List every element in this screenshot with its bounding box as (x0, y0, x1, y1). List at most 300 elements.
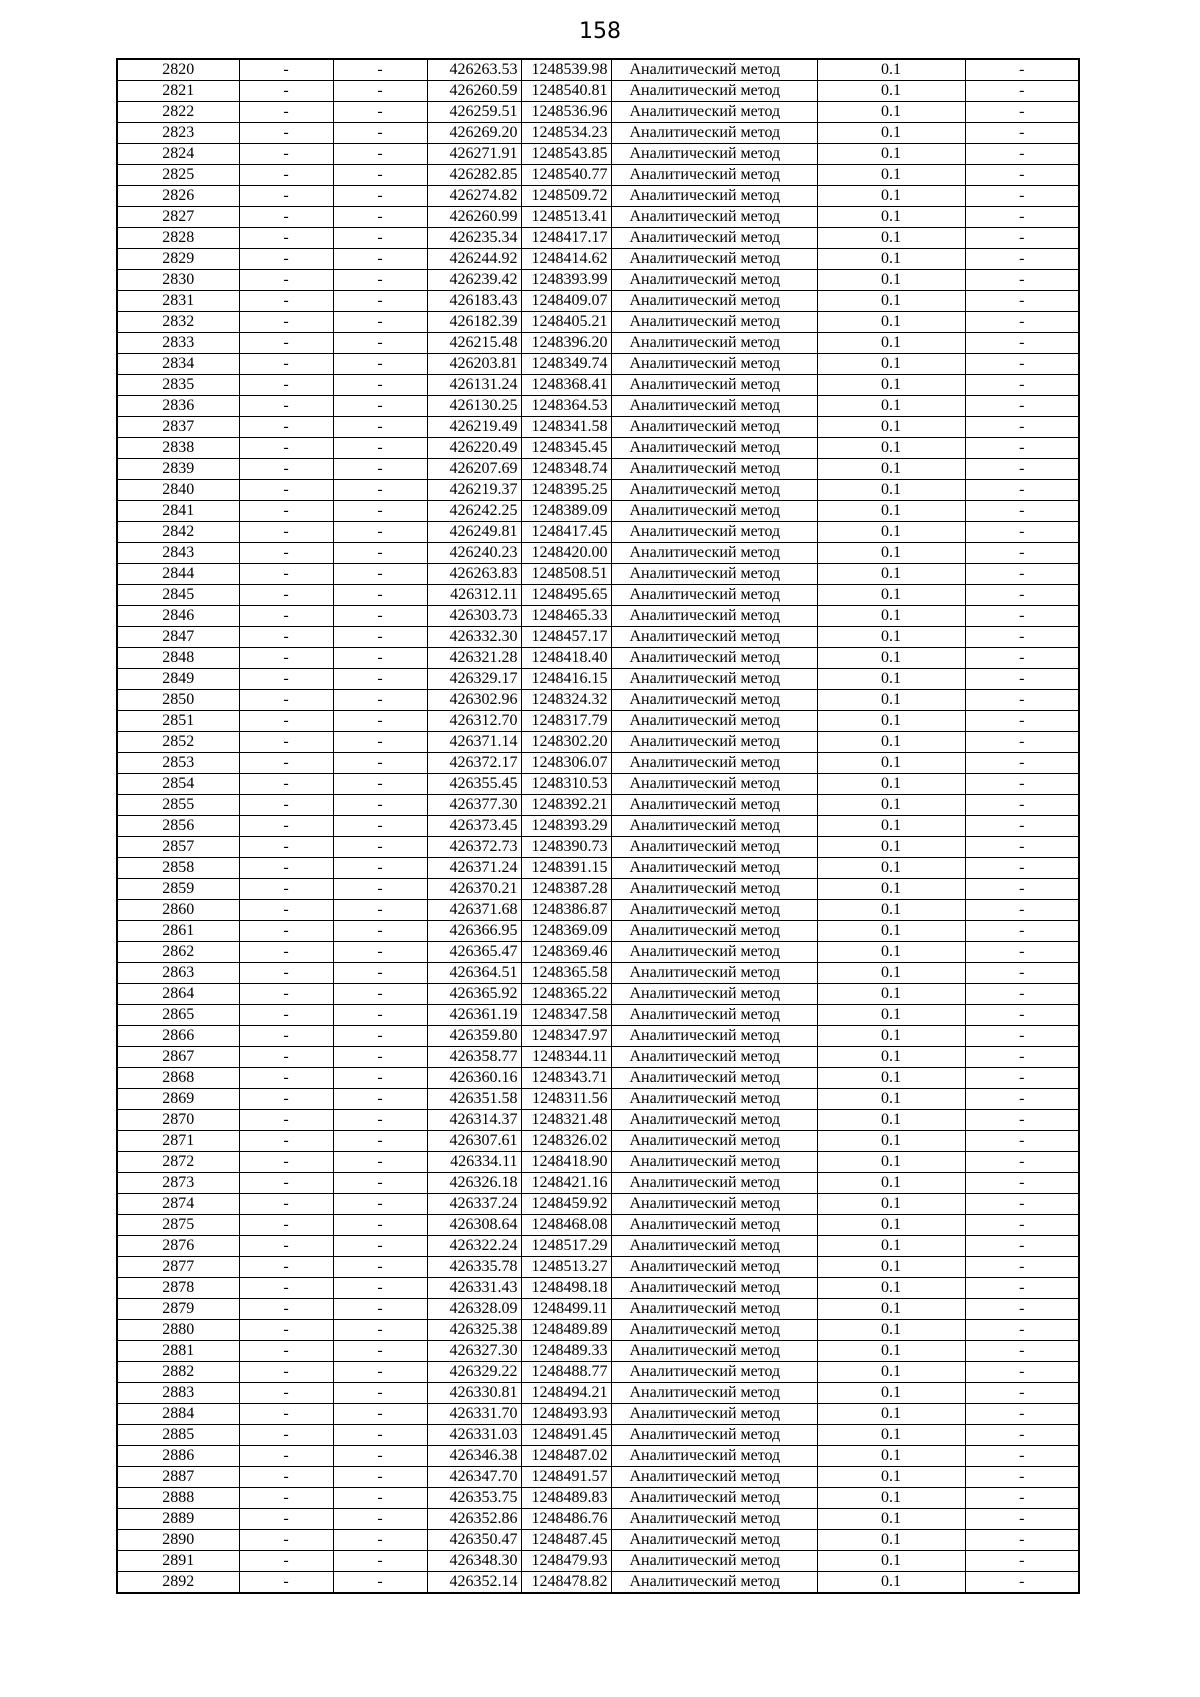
cell-coordinate-x: 426352.86 (427, 1509, 521, 1530)
cell-coordinate-x: 426329.22 (427, 1362, 521, 1383)
cell-accuracy: 0.1 (817, 606, 965, 627)
cell-coordinate-x: 426130.25 (427, 396, 521, 417)
cell-column-dash-1: - (239, 165, 333, 186)
table-row (117, 375, 1079, 396)
cell-column-dash-2: - (333, 459, 427, 480)
table-row (117, 1194, 1079, 1215)
cell-point-number: 2850 (117, 690, 239, 711)
cell-accuracy: 0.1 (817, 837, 965, 858)
cell-column-dash-2: - (333, 417, 427, 438)
cell-column-dash-1: - (239, 186, 333, 207)
cell-column-dash-1: - (239, 564, 333, 585)
cell-method: Аналитический метод (611, 1404, 817, 1425)
cell-coordinate-y: 1248513.41 (521, 207, 611, 228)
table-row (117, 711, 1079, 732)
table-row (117, 627, 1079, 648)
cell-coordinate-y: 1248393.29 (521, 816, 611, 837)
cell-coordinate-y: 1248517.29 (521, 1236, 611, 1257)
cell-method: Аналитический метод (611, 1467, 817, 1488)
cell-accuracy: 0.1 (817, 1152, 965, 1173)
cell-coordinate-y: 1248499.11 (521, 1299, 611, 1320)
cell-coordinate-y: 1248368.41 (521, 375, 611, 396)
cell-coordinate-x: 426358.77 (427, 1047, 521, 1068)
cell-column-dash-1: - (239, 375, 333, 396)
cell-point-number: 2872 (117, 1152, 239, 1173)
cell-column-dash-2: - (333, 1236, 427, 1257)
cell-accuracy: 0.1 (817, 459, 965, 480)
table-row (117, 102, 1079, 123)
cell-column-dash-1: - (239, 1278, 333, 1299)
cell-coordinate-x: 426219.49 (427, 417, 521, 438)
cell-accuracy: 0.1 (817, 81, 965, 102)
cell-point-number: 2845 (117, 585, 239, 606)
cell-point-number: 2863 (117, 963, 239, 984)
cell-column-dash-2: - (333, 1110, 427, 1131)
cell-column-dash-1: - (239, 1131, 333, 1152)
cell-coordinate-x: 426347.70 (427, 1467, 521, 1488)
cell-method: Аналитический метод (611, 1446, 817, 1467)
cell-column-dash-1: - (239, 921, 333, 942)
table-row (117, 942, 1079, 963)
cell-column-dash-2: - (333, 1551, 427, 1572)
cell-column-dash-3: - (965, 1425, 1079, 1446)
cell-column-dash-1: - (239, 501, 333, 522)
cell-column-dash-2: - (333, 753, 427, 774)
cell-method: Аналитический метод (611, 1152, 817, 1173)
cell-column-dash-1: - (239, 984, 333, 1005)
cell-column-dash-1: - (239, 1530, 333, 1551)
cell-method: Аналитический метод (611, 375, 817, 396)
cell-column-dash-1: - (239, 711, 333, 732)
cell-method: Аналитический метод (611, 1068, 817, 1089)
cell-coordinate-y: 1248468.08 (521, 1215, 611, 1236)
cell-method: Аналитический метод (611, 1089, 817, 1110)
cell-coordinate-y: 1248306.07 (521, 753, 611, 774)
cell-column-dash-1: - (239, 669, 333, 690)
cell-column-dash-2: - (333, 795, 427, 816)
table-row (117, 312, 1079, 333)
cell-coordinate-x: 426307.61 (427, 1131, 521, 1152)
cell-method: Аналитический метод (611, 1551, 817, 1572)
cell-point-number: 2879 (117, 1299, 239, 1320)
cell-coordinate-y: 1248405.21 (521, 312, 611, 333)
cell-coordinate-y: 1248491.45 (521, 1425, 611, 1446)
cell-column-dash-3: - (965, 543, 1079, 564)
cell-coordinate-x: 426351.58 (427, 1089, 521, 1110)
cell-column-dash-1: - (239, 396, 333, 417)
cell-column-dash-3: - (965, 585, 1079, 606)
cell-column-dash-2: - (333, 984, 427, 1005)
cell-point-number: 2865 (117, 1005, 239, 1026)
cell-column-dash-2: - (333, 144, 427, 165)
cell-method: Аналитический метод (611, 123, 817, 144)
cell-method: Аналитический метод (611, 1383, 817, 1404)
cell-column-dash-2: - (333, 1152, 427, 1173)
cell-column-dash-3: - (965, 1530, 1079, 1551)
cell-accuracy: 0.1 (817, 1215, 965, 1236)
cell-point-number: 2891 (117, 1551, 239, 1572)
cell-accuracy: 0.1 (817, 59, 965, 81)
cell-coordinate-x: 426263.53 (427, 59, 521, 81)
cell-column-dash-3: - (965, 1173, 1079, 1194)
cell-column-dash-2: - (333, 1404, 427, 1425)
cell-column-dash-2: - (333, 690, 427, 711)
cell-coordinate-x: 426303.73 (427, 606, 521, 627)
cell-column-dash-1: - (239, 543, 333, 564)
cell-coordinate-x: 426361.19 (427, 1005, 521, 1026)
cell-column-dash-2: - (333, 1026, 427, 1047)
cell-coordinate-x: 426326.18 (427, 1173, 521, 1194)
cell-coordinate-x: 426365.92 (427, 984, 521, 1005)
cell-accuracy: 0.1 (817, 564, 965, 585)
cell-coordinate-y: 1248390.73 (521, 837, 611, 858)
cell-column-dash-1: - (239, 1383, 333, 1404)
cell-accuracy: 0.1 (817, 522, 965, 543)
cell-coordinate-x: 426271.91 (427, 144, 521, 165)
cell-accuracy: 0.1 (817, 1089, 965, 1110)
cell-coordinate-y: 1248386.87 (521, 900, 611, 921)
cell-column-dash-1: - (239, 1467, 333, 1488)
cell-coordinate-y: 1248341.58 (521, 417, 611, 438)
table-row (117, 459, 1079, 480)
cell-column-dash-3: - (965, 1320, 1079, 1341)
cell-point-number: 2839 (117, 459, 239, 480)
cell-column-dash-3: - (965, 354, 1079, 375)
cell-point-number: 2849 (117, 669, 239, 690)
table-row (117, 1110, 1079, 1131)
cell-method: Аналитический метод (611, 585, 817, 606)
cell-coordinate-x: 426350.47 (427, 1530, 521, 1551)
table-row (117, 1320, 1079, 1341)
cell-coordinate-x: 426331.43 (427, 1278, 521, 1299)
cell-method: Аналитический метод (611, 816, 817, 837)
cell-column-dash-3: - (965, 984, 1079, 1005)
cell-column-dash-2: - (333, 669, 427, 690)
cell-column-dash-3: - (965, 333, 1079, 354)
cell-column-dash-3: - (965, 186, 1079, 207)
cell-column-dash-2: - (333, 816, 427, 837)
cell-column-dash-2: - (333, 627, 427, 648)
table-row (117, 1530, 1079, 1551)
cell-coordinate-y: 1248495.65 (521, 585, 611, 606)
cell-point-number: 2854 (117, 774, 239, 795)
cell-accuracy: 0.1 (817, 1530, 965, 1551)
cell-coordinate-x: 426260.99 (427, 207, 521, 228)
cell-accuracy: 0.1 (817, 690, 965, 711)
cell-coordinate-x: 426331.70 (427, 1404, 521, 1425)
cell-column-dash-2: - (333, 59, 427, 81)
cell-column-dash-3: - (965, 1488, 1079, 1509)
cell-coordinate-y: 1248508.51 (521, 564, 611, 585)
cell-column-dash-1: - (239, 81, 333, 102)
cell-coordinate-x: 426327.30 (427, 1341, 521, 1362)
cell-coordinate-y: 1248418.90 (521, 1152, 611, 1173)
cell-column-dash-2: - (333, 249, 427, 270)
cell-point-number: 2821 (117, 81, 239, 102)
cell-column-dash-1: - (239, 144, 333, 165)
cell-point-number: 2841 (117, 501, 239, 522)
cell-column-dash-2: - (333, 102, 427, 123)
cell-point-number: 2840 (117, 480, 239, 501)
cell-method: Аналитический метод (611, 186, 817, 207)
cell-point-number: 2866 (117, 1026, 239, 1047)
cell-accuracy: 0.1 (817, 417, 965, 438)
cell-point-number: 2889 (117, 1509, 239, 1530)
cell-coordinate-y: 1248365.22 (521, 984, 611, 1005)
table-row (117, 774, 1079, 795)
cell-accuracy: 0.1 (817, 396, 965, 417)
table-row (117, 837, 1079, 858)
cell-method: Аналитический метод (611, 648, 817, 669)
coordinates-table (116, 58, 1080, 1594)
cell-point-number: 2868 (117, 1068, 239, 1089)
cell-accuracy: 0.1 (817, 480, 965, 501)
cell-column-dash-2: - (333, 1089, 427, 1110)
table-row (117, 816, 1079, 837)
cell-column-dash-1: - (239, 690, 333, 711)
cell-coordinate-y: 1248488.77 (521, 1362, 611, 1383)
cell-method: Аналитический метод (611, 1530, 817, 1551)
cell-accuracy: 0.1 (817, 900, 965, 921)
cell-coordinate-x: 426312.70 (427, 711, 521, 732)
cell-column-dash-2: - (333, 1530, 427, 1551)
cell-column-dash-2: - (333, 1257, 427, 1278)
cell-point-number: 2831 (117, 291, 239, 312)
cell-method: Аналитический метод (611, 501, 817, 522)
cell-point-number: 2867 (117, 1047, 239, 1068)
cell-coordinate-x: 426332.30 (427, 627, 521, 648)
cell-coordinate-y: 1248317.79 (521, 711, 611, 732)
cell-column-dash-1: - (239, 1152, 333, 1173)
cell-accuracy: 0.1 (817, 585, 965, 606)
table-row (117, 858, 1079, 879)
cell-coordinate-y: 1248345.45 (521, 438, 611, 459)
cell-column-dash-3: - (965, 165, 1079, 186)
cell-point-number: 2832 (117, 312, 239, 333)
cell-method: Аналитический метод (611, 207, 817, 228)
cell-column-dash-2: - (333, 837, 427, 858)
table-row (117, 732, 1079, 753)
cell-coordinate-x: 426353.75 (427, 1488, 521, 1509)
cell-coordinate-y: 1248418.40 (521, 648, 611, 669)
cell-column-dash-3: - (965, 1047, 1079, 1068)
cell-column-dash-1: - (239, 522, 333, 543)
cell-point-number: 2847 (117, 627, 239, 648)
cell-column-dash-1: - (239, 1215, 333, 1236)
cell-coordinate-y: 1248417.17 (521, 228, 611, 249)
cell-coordinate-y: 1248487.02 (521, 1446, 611, 1467)
cell-coordinate-x: 426371.14 (427, 732, 521, 753)
cell-point-number: 2892 (117, 1572, 239, 1594)
cell-method: Аналитический метод (611, 942, 817, 963)
cell-coordinate-y: 1248493.93 (521, 1404, 611, 1425)
cell-column-dash-3: - (965, 1110, 1079, 1131)
cell-column-dash-3: - (965, 1404, 1079, 1425)
cell-column-dash-1: - (239, 1257, 333, 1278)
cell-method: Аналитический метод (611, 774, 817, 795)
cell-point-number: 2848 (117, 648, 239, 669)
cell-column-dash-1: - (239, 1341, 333, 1362)
cell-column-dash-3: - (965, 837, 1079, 858)
cell-column-dash-3: - (965, 1278, 1079, 1299)
cell-point-number: 2853 (117, 753, 239, 774)
cell-coordinate-y: 1248489.89 (521, 1320, 611, 1341)
cell-method: Аналитический метод (611, 543, 817, 564)
cell-method: Аналитический метод (611, 1215, 817, 1236)
cell-column-dash-3: - (965, 102, 1079, 123)
cell-column-dash-1: - (239, 459, 333, 480)
cell-coordinate-x: 426282.85 (427, 165, 521, 186)
cell-coordinate-x: 426365.47 (427, 942, 521, 963)
cell-column-dash-3: - (965, 753, 1079, 774)
cell-column-dash-1: - (239, 816, 333, 837)
table-row (117, 1068, 1079, 1089)
table-row (117, 1089, 1079, 1110)
cell-column-dash-2: - (333, 312, 427, 333)
cell-coordinate-y: 1248324.32 (521, 690, 611, 711)
cell-column-dash-2: - (333, 438, 427, 459)
cell-coordinate-y: 1248540.81 (521, 81, 611, 102)
cell-column-dash-3: - (965, 1257, 1079, 1278)
cell-coordinate-y: 1248396.20 (521, 333, 611, 354)
cell-column-dash-3: - (965, 858, 1079, 879)
cell-point-number: 2859 (117, 879, 239, 900)
cell-accuracy: 0.1 (817, 963, 965, 984)
cell-accuracy: 0.1 (817, 312, 965, 333)
cell-coordinate-y: 1248393.99 (521, 270, 611, 291)
cell-accuracy: 0.1 (817, 270, 965, 291)
cell-column-dash-1: - (239, 249, 333, 270)
cell-point-number: 2860 (117, 900, 239, 921)
cell-column-dash-1: - (239, 585, 333, 606)
table-row (117, 81, 1079, 102)
cell-column-dash-3: - (965, 59, 1079, 81)
table-row (117, 921, 1079, 942)
cell-point-number: 2837 (117, 417, 239, 438)
cell-accuracy: 0.1 (817, 354, 965, 375)
cell-accuracy: 0.1 (817, 228, 965, 249)
cell-column-dash-1: - (239, 1194, 333, 1215)
cell-accuracy: 0.1 (817, 501, 965, 522)
cell-method: Аналитический метод (611, 795, 817, 816)
cell-column-dash-3: - (965, 1446, 1079, 1467)
cell-method: Аналитический метод (611, 606, 817, 627)
cell-coordinate-y: 1248536.96 (521, 102, 611, 123)
cell-column-dash-3: - (965, 1194, 1079, 1215)
table-row (117, 1341, 1079, 1362)
cell-column-dash-2: - (333, 123, 427, 144)
cell-point-number: 2852 (117, 732, 239, 753)
cell-column-dash-3: - (965, 459, 1079, 480)
cell-accuracy: 0.1 (817, 1257, 965, 1278)
cell-column-dash-1: - (239, 606, 333, 627)
cell-coordinate-y: 1248364.53 (521, 396, 611, 417)
cell-point-number: 2890 (117, 1530, 239, 1551)
cell-accuracy: 0.1 (817, 186, 965, 207)
cell-column-dash-2: - (333, 564, 427, 585)
cell-point-number: 2878 (117, 1278, 239, 1299)
cell-column-dash-2: - (333, 522, 427, 543)
cell-accuracy: 0.1 (817, 1131, 965, 1152)
table-row (117, 291, 1079, 312)
cell-column-dash-1: - (239, 1110, 333, 1131)
cell-column-dash-2: - (333, 1488, 427, 1509)
cell-coordinate-y: 1248420.00 (521, 543, 611, 564)
cell-point-number: 2884 (117, 1404, 239, 1425)
cell-column-dash-3: - (965, 1383, 1079, 1404)
cell-point-number: 2830 (117, 270, 239, 291)
table-row (117, 1425, 1079, 1446)
cell-column-dash-3: - (965, 1068, 1079, 1089)
cell-column-dash-2: - (333, 711, 427, 732)
cell-column-dash-1: - (239, 1236, 333, 1257)
cell-coordinate-y: 1248459.92 (521, 1194, 611, 1215)
cell-coordinate-y: 1248348.74 (521, 459, 611, 480)
cell-point-number: 2870 (117, 1110, 239, 1131)
cell-accuracy: 0.1 (817, 165, 965, 186)
cell-column-dash-3: - (965, 1005, 1079, 1026)
cell-accuracy: 0.1 (817, 879, 965, 900)
cell-coordinate-y: 1248478.82 (521, 1572, 611, 1594)
table-row (117, 333, 1079, 354)
cell-column-dash-1: - (239, 900, 333, 921)
cell-coordinate-x: 426308.64 (427, 1215, 521, 1236)
cell-column-dash-3: - (965, 669, 1079, 690)
table-row (117, 1404, 1079, 1425)
cell-coordinate-x: 426330.81 (427, 1383, 521, 1404)
cell-column-dash-2: - (333, 1068, 427, 1089)
cell-point-number: 2888 (117, 1488, 239, 1509)
cell-coordinate-y: 1248414.62 (521, 249, 611, 270)
cell-method: Аналитический метод (611, 270, 817, 291)
cell-coordinate-x: 426312.11 (427, 585, 521, 606)
cell-coordinate-x: 426207.69 (427, 459, 521, 480)
table-row (117, 1257, 1079, 1278)
cell-column-dash-2: - (333, 228, 427, 249)
cell-column-dash-2: - (333, 165, 427, 186)
table-row (117, 249, 1079, 270)
cell-column-dash-3: - (965, 627, 1079, 648)
cell-coordinate-x: 426364.51 (427, 963, 521, 984)
cell-method: Аналитический метод (611, 165, 817, 186)
cell-point-number: 2823 (117, 123, 239, 144)
cell-coordinate-x: 426182.39 (427, 312, 521, 333)
cell-coordinate-y: 1248389.09 (521, 501, 611, 522)
cell-point-number: 2825 (117, 165, 239, 186)
cell-coordinate-x: 426322.24 (427, 1236, 521, 1257)
table-row (117, 1236, 1079, 1257)
cell-coordinate-y: 1248498.18 (521, 1278, 611, 1299)
cell-accuracy: 0.1 (817, 1509, 965, 1530)
cell-coordinate-x: 426131.24 (427, 375, 521, 396)
cell-point-number: 2838 (117, 438, 239, 459)
cell-column-dash-2: - (333, 648, 427, 669)
cell-column-dash-3: - (965, 291, 1079, 312)
cell-coordinate-x: 426331.03 (427, 1425, 521, 1446)
cell-point-number: 2820 (117, 59, 239, 81)
cell-method: Аналитический метод (611, 144, 817, 165)
cell-accuracy: 0.1 (817, 984, 965, 1005)
cell-column-dash-2: - (333, 354, 427, 375)
cell-coordinate-x: 426370.21 (427, 879, 521, 900)
cell-method: Аналитический метод (611, 879, 817, 900)
table-row (117, 795, 1079, 816)
cell-coordinate-x: 426348.30 (427, 1551, 521, 1572)
cell-coordinate-y: 1248543.85 (521, 144, 611, 165)
cell-column-dash-2: - (333, 1299, 427, 1320)
cell-column-dash-2: - (333, 1131, 427, 1152)
cell-coordinate-y: 1248509.72 (521, 186, 611, 207)
